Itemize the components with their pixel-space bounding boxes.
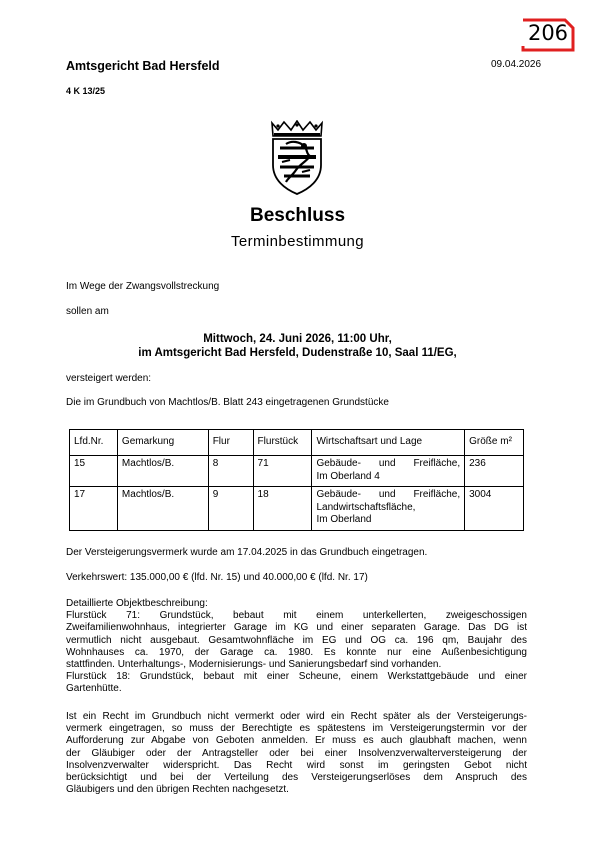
objektbeschreibung-line: Wohnhauses ca. 1970, der Garage ca. 1980. Es konnte nur eine Außenbesichtigung [66,646,527,658]
coat-of-arms [266,120,328,196]
objektbeschreibung-line: vermutlich nicht ausgebaut. Gesamtwohnfläche im EG und OG ca. 196 qm, Baujahr des [66,634,527,646]
cell-flurstueck: 18 [253,487,312,531]
grundstuecke-table [69,429,524,531]
sollen-text: sollen am [66,306,109,317]
rechte-hinweis-line: Aufforderung zur Abgabe von Geboten anmelden. Er muss es auch glaubhaft machen, wenn [66,735,527,747]
objektbeschreibung-line: Flurstück 18: Grundstück, bebaut mit einer Scheune, einem Werkstattgebäude und einer [66,671,527,683]
rechte-hinweis [66,711,527,796]
verkehrswert-text: Verkehrswert: 135.000,00 € (lfd. Nr. 15) und 40.000,00 € (lfd. Nr. 17) [66,572,368,583]
table-row [70,487,524,531]
cell-flur: 8 [208,456,253,487]
col-header-flur: Flur [208,430,253,456]
cell-gemarkung: Machtlos/B. [117,456,208,487]
versteigert-text: versteigert werden: [66,373,152,384]
col-header-lfdnr: Lfd.Nr. [70,430,118,456]
objektbeschreibung [66,598,527,696]
cell-lage-line: Gebäude- und Freifläche, [316,458,461,469]
termin-line-2: im Amtsgericht Bad Hersfeld, Dudenstraße 10, Saal 11/EG, [138,347,457,359]
rechte-hinweis-line: vermerk eingetragen, so muss der Berechtigte es spätestens im Versteigerungstermin vor der [66,723,527,735]
cell-lage-line: Gebäude- und Freifläche, [316,489,461,500]
cell-lfdnr: 15 [70,456,118,487]
rechte-hinweis-line: Ist ein Recht im Grundbuch nicht vermerkt oder wird ein Recht später als der Versteigerungs- [66,711,527,722]
objektbeschreibung-line: Zweifamilienwohnhaus, integrierter Garage im KG und einer separaten Garage. Das DG ist [66,622,527,634]
objektbeschreibung-line: Flurstück 71: Grundstück, bebaut mit einem unterkellerten, zweigeschossigen [66,610,527,622]
cell-lage-line: Im Oberland 4 [316,470,380,482]
col-header-groesse: Größe m² [465,430,524,456]
intro-text: Im Wege der Zwangsvollstreckung [66,281,220,292]
table-header-row [70,430,524,456]
cell-groesse: 236 [465,456,524,487]
col-header-wirtschaftsart: Wirtschaftsart und Lage [312,430,465,456]
grundbuch-text: Die im Grundbuch von Machtlos/B. Blatt 243 eingetragenen Grundstücke [66,397,389,408]
cell-wirtschaftsart [312,456,465,487]
objektbeschreibung-line: stattfinden. Unterhaltungs-, Modernisierungs- und Sanierungsbedarf sind vorhanden. [66,659,442,671]
col-header-gemarkung: Gemarkung [117,430,208,456]
termin-line-1: Mittwoch, 24. Juni 2026, 11:00 Uhr, [203,333,392,345]
page-number-badge [521,18,575,52]
col-header-flurstueck: Flurstück [253,430,312,456]
table-row [70,456,524,487]
court-name: Amtsgericht Bad Hersfeld [66,59,220,73]
cell-flur: 9 [208,487,253,531]
document-subtitle: Terminbestimmung [230,233,365,250]
document-title: Beschluss [249,205,346,226]
rechte-hinweis-line: Gläubigers und den übrigen Rechten nachgesetzt. [66,784,289,796]
cell-flurstueck: 71 [253,456,312,487]
cell-groesse: 3004 [465,487,524,531]
cell-gemarkung: Machtlos/B. [117,487,208,531]
page-number: 206 [527,21,569,45]
cell-lage-line: Im Oberland [316,514,372,525]
objektbeschreibung-line: Gartenhütte. [66,683,122,695]
rechte-hinweis-line: der Gläubiger oder der Antragsteller oder bei einer Insolvenzverwalterversteigerung der [66,747,527,759]
rechte-hinweis-line: berücksichtigt und bei der Verteilung des Versteigerungserlöses dem Anspruch des [66,772,527,784]
cell-lfdnr: 17 [70,487,118,531]
document-date: 09.04.2026 [491,59,542,70]
cell-wirtschaftsart [312,487,465,531]
rechte-hinweis-line: Insolvenzverwalter widerspricht. Das Recht wird sonst im geringsten Gebot nicht [66,759,527,771]
cell-lage-line: Landwirtschaftsfläche, [316,501,416,513]
objektbeschreibung-heading: Detaillierte Objektbeschreibung: [66,598,208,609]
case-number: 4 K 13/25 [66,86,106,96]
versteigerungsvermerk-text: Der Versteigerungsvermerk wurde am 17.04.2025 in das Grundbuch eingetragen. [66,547,428,558]
